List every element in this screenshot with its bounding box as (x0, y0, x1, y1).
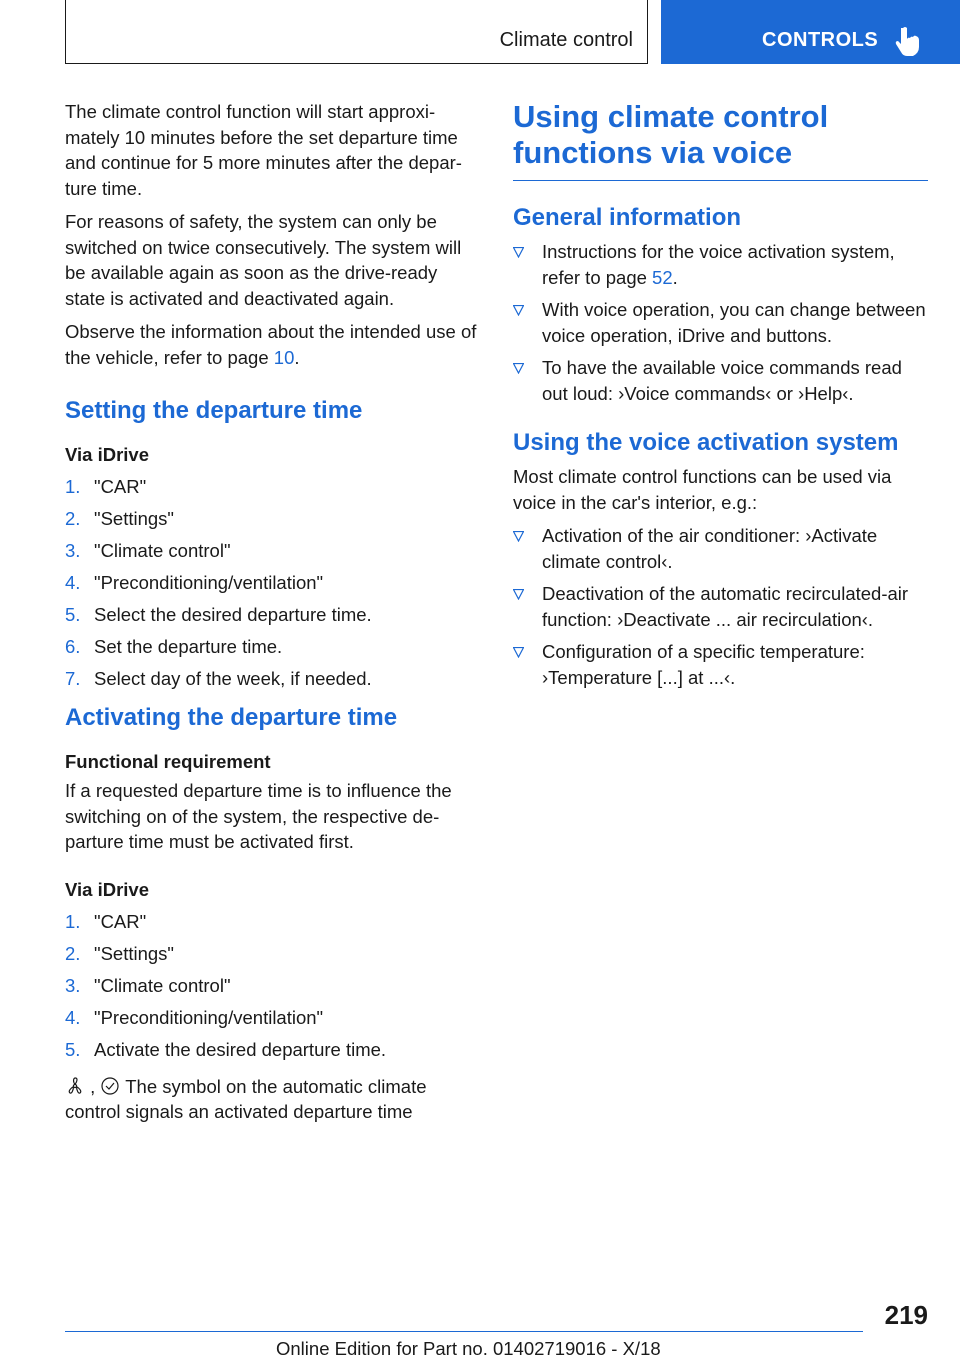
activating-via-idrive: Via iDrive (65, 878, 149, 900)
list-item (65, 631, 480, 663)
header-chapter-label: CONTROLS (762, 29, 879, 51)
step-number: 5. (65, 604, 81, 625)
list-item (513, 523, 928, 574)
voice-section-title: Using climate control functions via voice (513, 99, 829, 170)
list-item (65, 663, 480, 695)
step-text: "Settings" (94, 942, 174, 964)
step-text: "Climate control" (94, 540, 231, 561)
list-item (513, 355, 928, 406)
list-item (65, 970, 480, 1002)
step-number: 5. (65, 1038, 81, 1060)
list-item (65, 535, 480, 567)
step-number: 2. (65, 508, 81, 529)
step-number: 3. (65, 540, 81, 561)
list-item (513, 297, 928, 348)
list-item-text: Configuration of a specific temperature: ›Temperature [...] at ...‹. (542, 641, 865, 688)
step-number: 1. (65, 476, 81, 497)
step-number: 1. (65, 910, 81, 932)
voice-activation-intro: Most climate control functions can be used via voice in the car's interior, e.g.: (513, 466, 892, 513)
list-item (65, 471, 480, 503)
list-item (65, 906, 480, 938)
header-section-title: Climate control (499, 29, 633, 51)
step-text: "CAR" (94, 476, 147, 497)
clock-icon (100, 1076, 120, 1096)
setting-via-idrive: Via iDrive (65, 444, 149, 465)
step-text: "Preconditioning/ventilation" (94, 1006, 324, 1028)
step-text: Select day of the week, if needed. (94, 668, 372, 689)
page-link-10[interactable]: 10 (273, 346, 295, 368)
step-text: Select the desired departure time. (94, 604, 372, 625)
activating-departure-heading: Activating the departure time (65, 704, 398, 731)
general-information-heading: General information (513, 204, 742, 231)
list-item (65, 503, 480, 535)
observe-paragraph (65, 319, 480, 370)
list-item (513, 639, 928, 690)
step-text: "Preconditioning/ventilation" (94, 572, 324, 593)
step-number: 4. (65, 572, 81, 593)
page-number: 219 (884, 1300, 928, 1330)
step-text: "Settings" (94, 508, 174, 529)
list-item-text: Deactivation of the automatic recirculated-air function: ›Deactivate ... air recirculation‹. (542, 583, 909, 630)
triangle-bullet-icon (513, 589, 524, 600)
list-item (513, 581, 928, 632)
header-chapter-tab[interactable] (661, 0, 960, 64)
triangle-bullet-icon (513, 363, 524, 374)
observe-text: Observe the information about the intended use of the vehicle, refer to page (65, 321, 477, 368)
intro-paragraph-1: The climate control function will start approximately 10 minutes before the set departure time and continue for 5 more minutes after the departure time. (65, 101, 462, 199)
list-item (65, 938, 480, 970)
fan-icon (65, 1076, 85, 1096)
activating-steps-list (65, 906, 480, 1066)
symbol-text: The symbol on the automatic climate control signals an activated departure time (65, 1075, 427, 1122)
step-number: 4. (65, 1006, 81, 1028)
list-item (65, 599, 480, 631)
step-number: 6. (65, 636, 81, 657)
list-item (65, 1002, 480, 1034)
setting-departure-heading: Setting the departure time (65, 397, 363, 424)
triangle-bullet-icon (513, 247, 524, 258)
functional-requirement-text: If a requested departure time is to influence the switching on of the system, the respective departure time must be activated first. (65, 780, 452, 852)
step-text: Set the departure time. (94, 636, 283, 657)
list-item (65, 567, 480, 599)
list-item (513, 239, 928, 290)
pointing-hand-icon (895, 26, 921, 56)
list-item-text: Instructions for the voice activation system, refer to page (542, 241, 895, 288)
list-item (65, 1034, 480, 1066)
triangle-bullet-icon (513, 305, 524, 316)
step-text: Activate the desired departure time. (94, 1038, 387, 1060)
title-divider (513, 180, 928, 181)
setting-steps-list (65, 471, 480, 695)
header-section-box (65, 0, 648, 64)
intro-paragraph-2: For reasons of safety, the system can only be switched on twice consecutively. The system will be available again as soon as the drive-ready state is activated and deactivated again. (65, 211, 462, 309)
symbol-separator: , (90, 1075, 96, 1097)
left-column (65, 99, 480, 1133)
list-item-text: With voice operation, you can change between voice operation, iDrive and buttons. (542, 299, 926, 346)
footer-divider (65, 1331, 863, 1332)
symbol-paragraph (65, 1074, 480, 1125)
triangle-bullet-icon (513, 531, 524, 542)
general-information-list (513, 239, 928, 406)
voice-activation-list (513, 523, 928, 690)
step-text: "Climate control" (94, 974, 231, 996)
right-column (513, 99, 928, 706)
voice-activation-heading: Using the voice activation system (513, 429, 899, 456)
observe-end: . (294, 346, 300, 368)
step-number: 7. (65, 668, 81, 689)
footer-edition: Online Edition for Part no. 01402719016 - X/18 (276, 1338, 661, 1359)
triangle-bullet-icon (513, 647, 524, 658)
list-item-text: Activation of the air conditioner: ›Activate climate control‹. (542, 525, 878, 572)
step-number: 2. (65, 942, 81, 964)
step-text: "CAR" (94, 910, 147, 932)
list-item-end: . (672, 266, 678, 288)
list-item-text: To have the available voice commands read out loud: ›Voice commands‹ or ›Help‹. (542, 357, 902, 404)
step-number: 3. (65, 974, 81, 996)
functional-requirement-heading: Functional requirement (65, 751, 271, 772)
page-link-52[interactable]: 52 (652, 266, 673, 288)
